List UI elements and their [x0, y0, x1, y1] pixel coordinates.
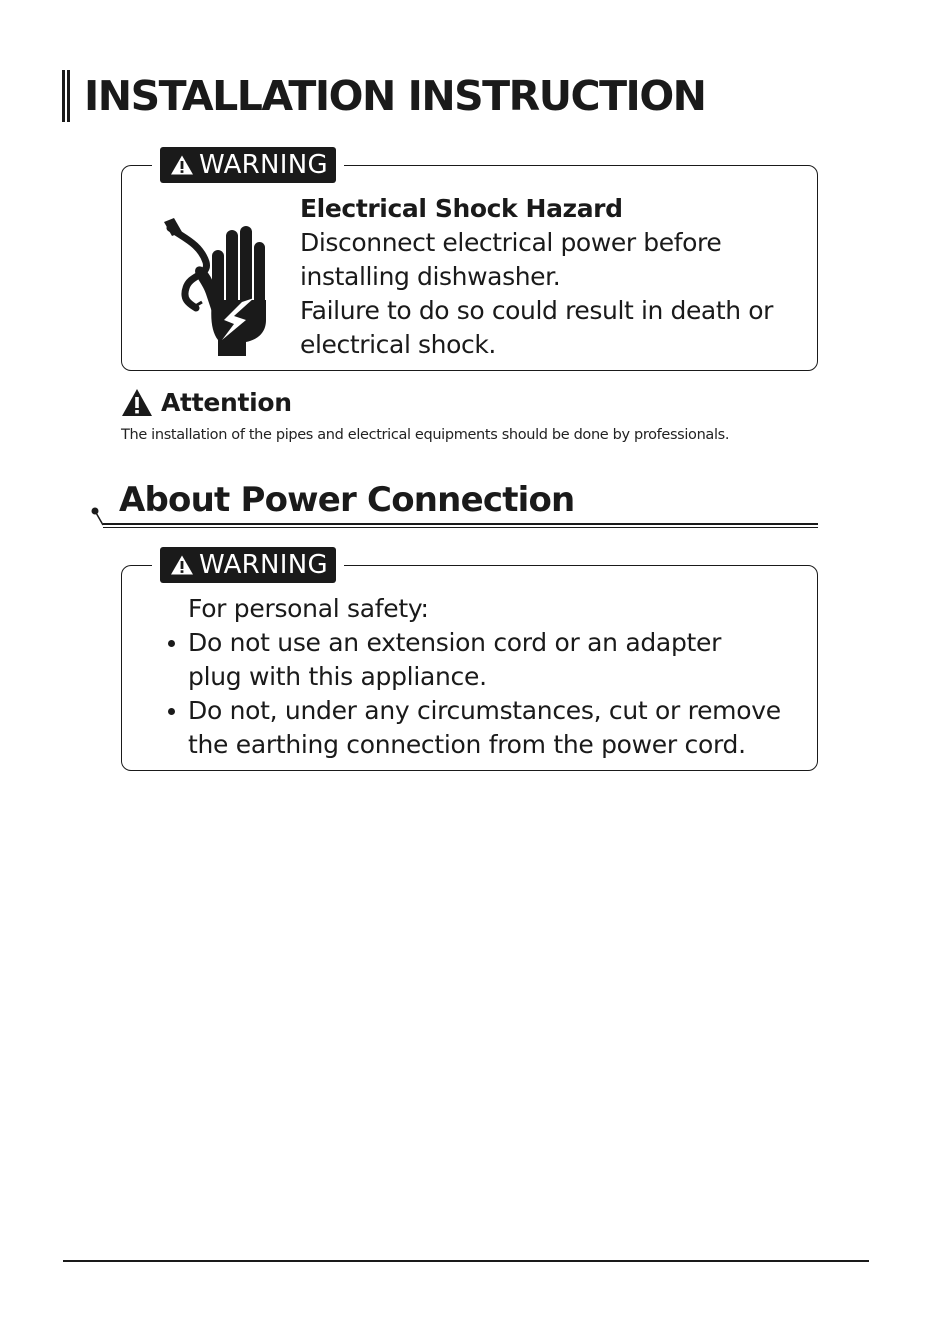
hazard-line: installing dishwasher. [300, 262, 561, 291]
footer-divider [63, 1260, 869, 1262]
warning-label: WARNING [199, 550, 328, 580]
hazard-line: Failure to do so could result in death or [300, 296, 774, 325]
warning-triangle-icon [121, 388, 153, 417]
attention-header [121, 388, 292, 417]
list-item [166, 694, 781, 762]
electrical-shock-hand-icon [162, 216, 282, 358]
electrical-warning-box [121, 150, 818, 371]
list-item-line: Do not, under any circumstances, cut or remove [188, 696, 781, 725]
warning-badge [160, 547, 336, 583]
warning-label: WARNING [199, 150, 328, 180]
warning-triangle-icon [170, 554, 194, 576]
power-warning-box [121, 550, 818, 771]
list-item-line: plug with this appliance. [188, 662, 487, 691]
hazard-line: Disconnect electrical power before [300, 228, 722, 257]
page-title: INSTALLATION INSTRUCTION [84, 72, 706, 120]
attention-title: Attention [161, 388, 292, 417]
list-item [166, 626, 781, 694]
section-heading: About Power Connection [119, 480, 575, 520]
safety-list [166, 626, 781, 762]
title-bar [62, 70, 70, 122]
list-item-line: Do not use an extension cord or an adapter [188, 628, 722, 657]
hazard-line: electrical shock. [300, 330, 496, 359]
warning-badge [160, 147, 336, 183]
section-divider [103, 523, 818, 525]
section-divider [103, 527, 818, 528]
attention-text: The installation of the pipes and electrical equipments should be done by professionals. [121, 427, 730, 443]
warning-triangle-icon [170, 154, 194, 176]
hazard-message [300, 192, 773, 362]
safety-intro: For personal safety: [188, 594, 429, 623]
hazard-heading: Electrical Shock Hazard [300, 194, 623, 223]
list-item-line: the earthing connection from the power cord. [188, 730, 746, 759]
